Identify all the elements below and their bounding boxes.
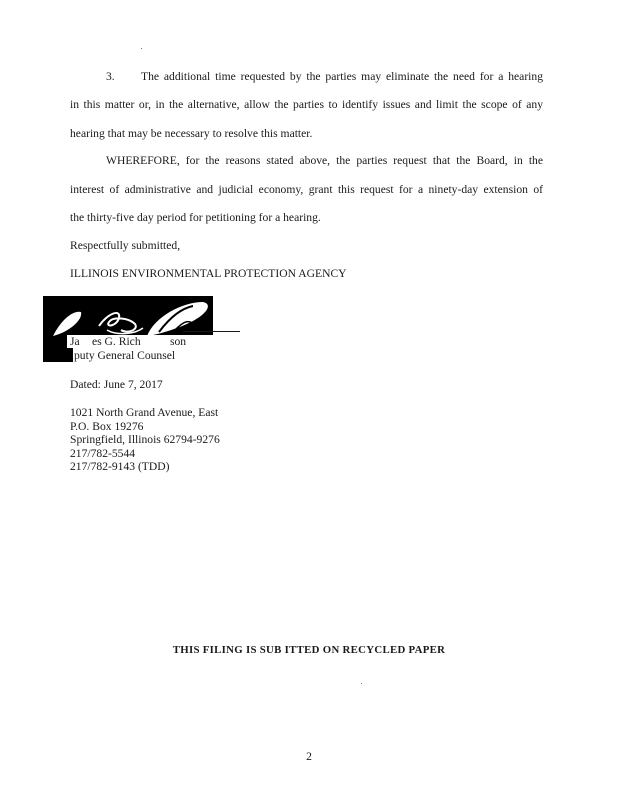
signer-title-fragment: puty General Counsel	[74, 349, 176, 362]
paragraph-3-line-2: in this matter or, in the alternative, allow the parties to identify issues and limit the scope of any	[70, 98, 543, 111]
paragraph-3-line-3: hearing that may be necessary to resolve this matter.	[70, 127, 313, 140]
recycled-paper-footer: THIS FILING IS SUB ITTED ON RECYCLED PAPER	[172, 644, 446, 656]
signer-name-fragment: es G. Rich	[92, 335, 141, 348]
address-line: 1021 North Grand Avenue, East	[70, 406, 219, 419]
wherefore-line-1: WHEREFORE, for the reasons stated above, the parties request that the Board, in the	[106, 154, 543, 167]
paragraph-3-line-1: The additional time requested by the parties may eliminate the need for a hearing	[141, 70, 543, 83]
signer-name-fragment: son	[170, 335, 187, 348]
page-number: 2	[306, 750, 312, 763]
signer-name-fragment: Ja	[70, 335, 80, 348]
address-block	[70, 406, 220, 474]
paragraph-number: 3.	[106, 70, 115, 83]
tdd-line: 217/782-9143 (TDD)	[70, 460, 170, 473]
closing-text: Respectfully submitted,	[70, 239, 181, 252]
signature-block	[43, 296, 243, 362]
wherefore-line-3: the thirty-five day period for petitioning for a hearing.	[70, 211, 321, 224]
signature-line	[183, 331, 240, 332]
agency-name: ILLINOIS ENVIRONMENTAL PROTECTION AGENCY	[70, 267, 347, 280]
address-line: Springfield, Illinois 62794-9276	[70, 433, 220, 446]
address-line: P.O. Box 19276	[70, 419, 144, 433]
wherefore-line-2: interest of administrative and judicial economy, grant this request for a ninety-day extension of	[70, 183, 543, 196]
dated-line: Dated: June 7, 2017	[70, 378, 163, 391]
phone-line: 217/782-5544	[70, 446, 136, 460]
